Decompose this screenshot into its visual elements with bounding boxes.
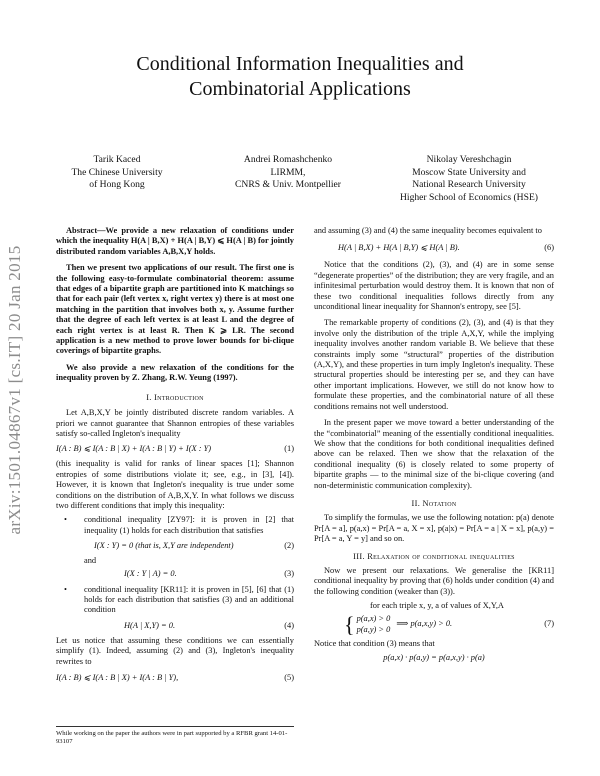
equation-1 <box>56 442 294 456</box>
equation-number: (6) <box>544 243 554 253</box>
equation-number: (4) <box>284 620 294 630</box>
author-affiliation: National Research University <box>412 179 526 190</box>
section-heading: I. Introduction <box>146 392 204 402</box>
equation-text: for each triple x, y, a of values of X,Y,A <box>370 601 504 611</box>
equation-2 <box>84 539 294 553</box>
author-block-2 <box>218 154 358 192</box>
abstract-paragraph: We also provide a new relaxation of the conditions for the inequality proven by Z. Zhang, R.W. Yeung (1997). <box>56 362 294 383</box>
list-item <box>56 585 294 633</box>
body-paragraph: The remarkable property of conditions (2), (3), and (4) is that they involve only the distribution of the triple A,X,Y, while the implying inequality involves another random variable B. We believe that these constraints imply some “structural” properties of the distribution (A,X,Y), and these properties in turn imply Ingleton's inequality. These structural properties should be interesting per se, and they can have other important implications. However, we still do not know how to formulate these properties, and the combinatorial nature of all these conditions remains not well understood. <box>314 318 554 411</box>
list-item-text: conditional inequality [KR11]: it is proven in [5], [6] that (1) holds for each distribution that satisfies (3) and an additional condition <box>84 584 294 615</box>
bullet-icon: • <box>64 515 67 525</box>
section-heading: III. Relaxation of conditional inequalities <box>353 551 515 561</box>
section-heading: II. Notation <box>411 498 457 508</box>
author-affiliation: LIRMM, <box>270 166 306 178</box>
equation-number: (1) <box>284 444 294 454</box>
list-item-text: and <box>84 556 97 566</box>
title-line-1: Conditional Information Inequalities and <box>136 53 464 75</box>
equation-text: p(a,x) > 0 <box>356 614 391 624</box>
author-name: Tarik Kaced <box>93 154 141 165</box>
abstract-paragraph: Then we present two applications of our result. The first one is the following easy-to-formulate combinatorial theorem: assume that edges of a bipartite graph are partitioned into K matchings so that for each pair (left vertex x, right vertex y) there is at most one matching in the partition that involves both x, y. Assume further that the degree of each left vertex is at least L and the degree of each right vertex is at least R. Then K ⩾ LR. The second application is a new method to prove lower bounds for bi-clique coverings of bipartite graphs. <box>56 263 294 356</box>
equation-3 <box>84 568 294 582</box>
list-item <box>56 515 294 581</box>
equation-number: (5) <box>284 672 294 682</box>
bullet-icon: • <box>64 584 67 594</box>
brace-icon: { <box>344 611 355 637</box>
author-name: Nikolay Vereshchagin <box>426 154 512 165</box>
body-paragraph: Notice that condition (3) means that <box>314 638 435 648</box>
equation-text: H(A | B,X) + H(A | B,Y) ⩽ H(A | B). <box>338 243 460 253</box>
body-paragraph: Let A,B,X,Y be jointly distributed discrete random variables. A priori we cannot guarantee that Shannon entropies of these variables satisfy so-called Ingleton's inequality <box>56 408 294 438</box>
list-item-text: conditional inequality [ZY97]: it is proven in [2] that inequality (1) holds for each distribution that satisfies <box>84 515 294 535</box>
equation-6 <box>314 241 554 255</box>
equation-number: (2) <box>284 540 294 550</box>
body-paragraph: and assuming (3) and (4) the same inequality becomes equivalent to <box>314 226 542 235</box>
body-paragraph: Now we present our relaxations. We generalise the [KR11] conditional inequality by proving that (6) holds under condition (4) and the following condition (weaker than (3)). <box>314 565 554 596</box>
body-paragraph: In the present paper we move toward a better understanding of the the “combinatorial” meaning of the essentially conditional inequalities. We show that the conditions for both conditional inequalities defined above can be relaxed. Then we show that the relaxation of the conditional inequality (6) is closely related to some property of bipartite graphs — to the minimal size of the bi-clique covering (and non-deterministic communication complexity). <box>314 418 554 490</box>
equation-4 <box>84 619 294 633</box>
equation-text: I(A : B) ⩽ I(A : B | X) + I(A : B | Y) + I(X : Y) <box>56 444 212 454</box>
body-paragraph: Let us notice that assuming these conditions we can essentially simplify (1). Indeed, assuming (2) and (3), Ingleton's inequality rewrites to <box>56 635 294 666</box>
paper-title <box>0 52 600 102</box>
equation-text: p(a,y) > 0 <box>356 624 391 634</box>
footnote: While working on the paper the authors were in part supported by a RFBR grant 14-01-93107 <box>56 726 294 746</box>
author-affiliation: The Chinese University <box>71 166 163 178</box>
equation-text: I(A : B) ⩽ I(A : B | X) + I(A : B | Y), <box>56 672 179 682</box>
equation-5 <box>56 671 294 685</box>
author-affiliation: CNRS & Univ. Montpellier <box>235 179 341 190</box>
left-column <box>56 226 294 689</box>
equation-text: I(X : Y | A) = 0. <box>124 569 177 579</box>
equation-number: (3) <box>284 569 294 579</box>
equation-text: I(X : Y) = 0 (that is, X,Y are independent) <box>94 540 234 550</box>
equation-number: (7) <box>544 619 554 629</box>
body-paragraph: (this inequality is valid for ranks of linear spaces [1]; Shannon entropies of some distributions violate it; see, e.g., in [3], [4]). However, it is known that Ingleton's inequality is true under some conditions on the distribution of A,B,X,Y. In what follows we discuss two different conditions that imply this inequality: <box>56 459 294 510</box>
equation-7 <box>314 601 554 635</box>
body-paragraph: To simplify the formulas, we use the following notation: p(a) denote Pr[A = a], p(a,x) = Pr[A = a, X = x], p(a|x) = Pr[A = a | X = x], p(a,y) = Pr[A = a, Y = y] and so on. <box>314 513 554 544</box>
abstract-paragraph: Abstract—We provide a new relaxation of conditions under which the inequality H(A | B,X) + H(A | B,Y) ⩽ H(A | B) for jointly distributed random variables A,B,X,Y holds. <box>56 226 294 256</box>
author-affiliation: Higher School of Economics (HSE) <box>399 191 539 203</box>
author-name: Andrei Romashchenko <box>243 154 333 165</box>
arxiv-identifier: arXiv:1501.04867v1 [cs.IT] 20 Jan 2015 <box>5 245 24 535</box>
equation-text: H(A | X,Y) = 0. <box>124 620 176 630</box>
body-paragraph: Notice that the conditions (2), (3), and (4) are in some sense “degenerate properties” of the distribution; they are very fragile, and an infinitesimal perturbation would destroy them. It is known that non of these two conditional inequalities follows directly from any unconditional linear inequality for Shannon's entropy, see [5]. <box>314 260 554 312</box>
right-column <box>314 226 554 663</box>
author-affiliation: Moscow State University and <box>412 166 526 178</box>
equation-unnumbered: p(a,x) · p(a,y) = p(a,x,y) · p(a) <box>383 653 485 662</box>
equation-text: ⟹ p(a,x,y) > 0. <box>396 619 453 629</box>
title-line-2: Combinatorial Applications <box>189 78 411 100</box>
author-block-3 <box>380 154 558 204</box>
author-affiliation: of Hong Kong <box>89 179 145 190</box>
author-block-1 <box>62 154 172 192</box>
